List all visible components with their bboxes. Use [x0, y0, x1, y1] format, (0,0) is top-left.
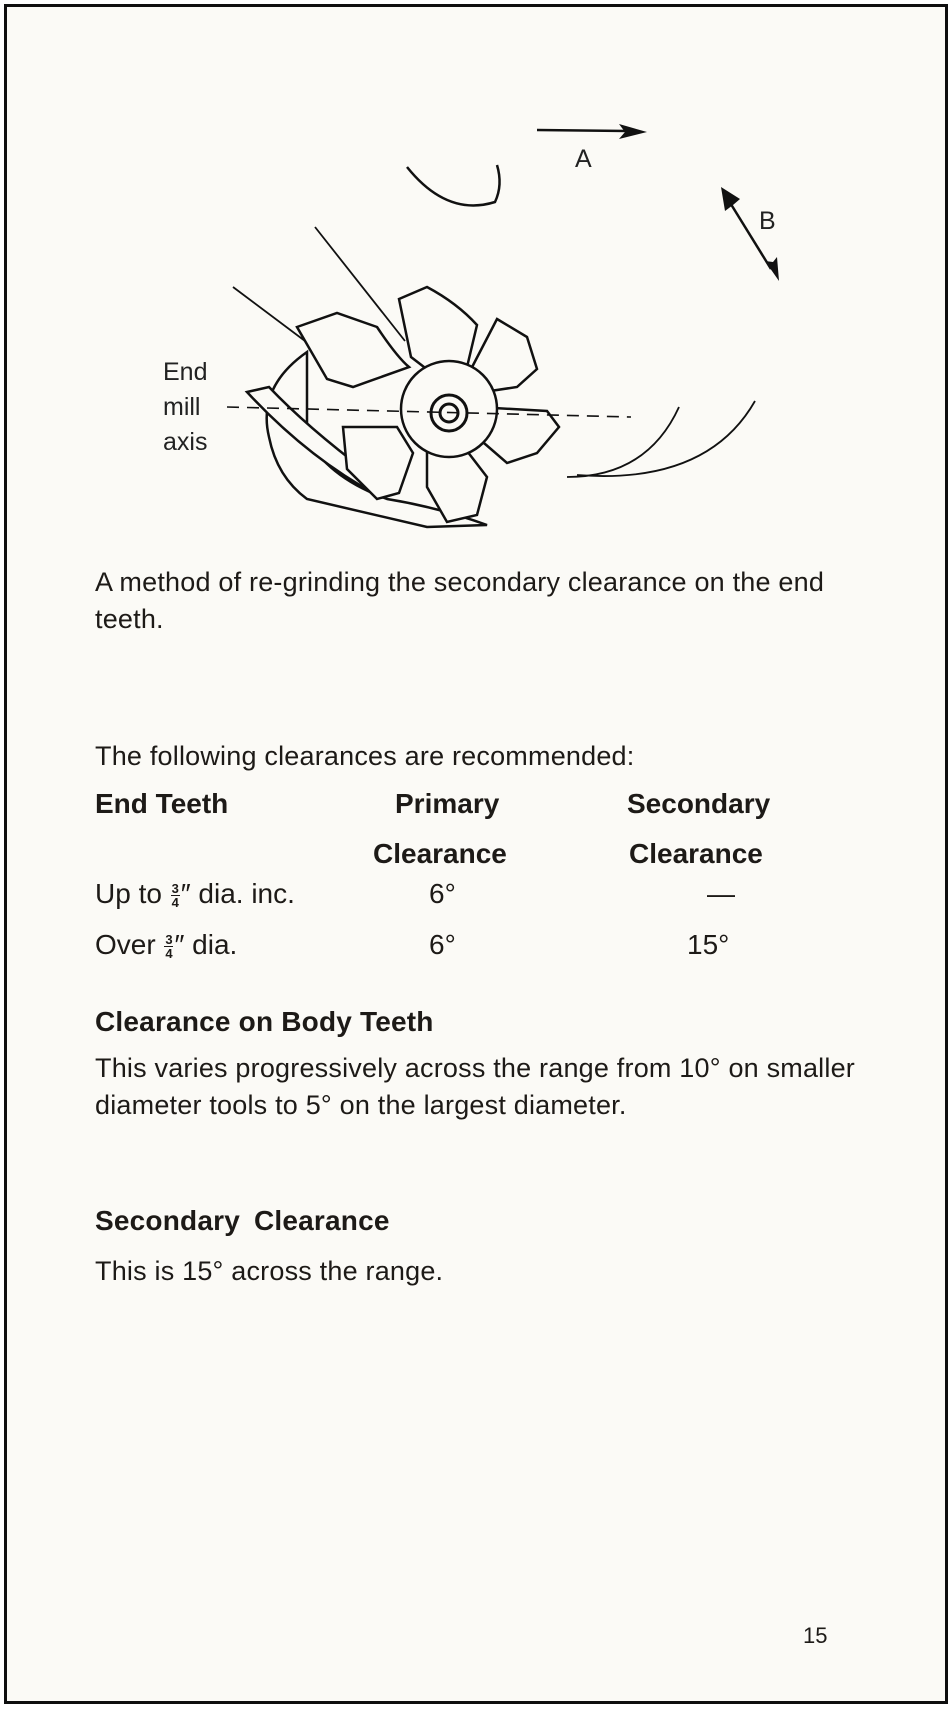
header-secondary-2: Clearance — [629, 838, 763, 869]
fraction-three-quarters: $\frac{3}{4}$ — [165, 932, 173, 962]
section-text-secondary-clearance: This is 15° across the range. — [95, 1256, 444, 1286]
end-mill-axis-label: End mill axis — [163, 358, 208, 456]
row-2-secondary: 15° — [687, 929, 730, 960]
header-end-teeth: End Teeth — [95, 788, 229, 819]
row-1-label: Up to $\frac{3}{4}$ ″ dia. inc. — [95, 878, 295, 911]
label-b: B — [759, 207, 776, 235]
header-secondary-1: Secondary — [627, 788, 771, 819]
label-a: A — [575, 145, 592, 173]
row-1-primary: 6° — [429, 878, 456, 909]
page-number: 15 — [803, 1623, 828, 1648]
header-primary-1: Primary — [395, 788, 500, 819]
fraction-three-quarters: $\frac{3}{4}$ — [171, 881, 179, 911]
wheel-curve — [567, 407, 679, 477]
book-page — [4, 4, 948, 1704]
section-heading-body-teeth: Clearance on Body Teeth — [95, 1006, 434, 1037]
header-primary-2: Clearance — [373, 838, 507, 869]
intro-text: The following clearances are recommended: — [95, 741, 635, 771]
row-1-secondary: — — [707, 878, 735, 909]
section-heading-secondary-clearance: Secondary Clearance — [95, 1205, 390, 1236]
section-text-body-teeth: This varies progressively across the range from 10° on smaller diameter tools to 5° on the largest diameter. — [95, 1053, 855, 1120]
end-mill — [247, 287, 559, 527]
arrow-a — [537, 124, 647, 139]
row-2-primary: 6° — [429, 929, 456, 960]
row-2-label: Over $\frac{3}{4}$ ″ dia. — [95, 929, 238, 962]
wheel-curve — [577, 401, 755, 476]
figure-caption: A method of re-grinding the secondary clearance on the end teeth. — [95, 567, 825, 634]
rotation-arc — [407, 165, 500, 205]
end-mill-diagram — [7, 7, 948, 567]
